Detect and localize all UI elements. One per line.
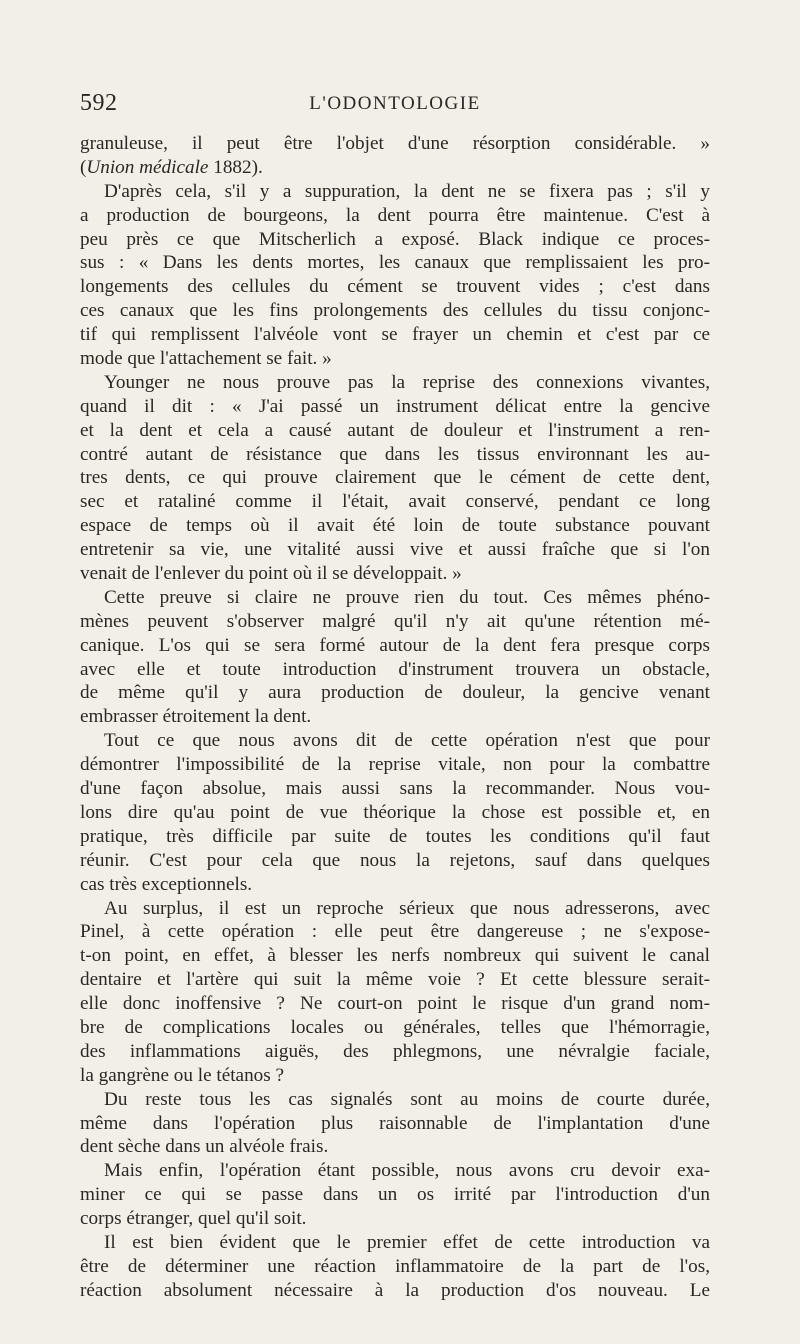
text-line: des inflammations aiguës, des phlegmons, une névralgie faciale, bbox=[80, 1040, 710, 1062]
text-line: tres dents, ce qui prouve clairement que le cément de cette dent, bbox=[80, 467, 710, 489]
text-line: mode que l'attachement se fait. » bbox=[80, 348, 332, 370]
text-line: démontrer l'impossibilité de la reprise vitale, non pour la combattre bbox=[80, 754, 710, 776]
text-line: longements des cellules du cément se trouvent vides ; c'est dans bbox=[80, 276, 710, 298]
body-text bbox=[80, 132, 710, 1303]
text-line: Pinel, à cette opération : elle peut être dangereuse ; ne s'expose- bbox=[80, 921, 710, 943]
paragraph bbox=[80, 371, 710, 586]
text-line: granuleuse, il peut être l'objet d'une résorption considérable. » bbox=[80, 133, 710, 154]
citation-line: (Union médicale 1882). bbox=[80, 156, 263, 178]
text-line: D'après cela, s'il y a suppuration, la dent ne se fixera pas ; s'il y bbox=[104, 180, 710, 202]
paragraph bbox=[80, 1088, 710, 1160]
citation-source: Union médicale bbox=[86, 156, 209, 178]
paragraph bbox=[80, 729, 710, 896]
text-line: de même qu'il y aura production de douleur, la gencive venant bbox=[80, 682, 710, 704]
text-line: canique. L'os qui se sera formé autour de la dent fera presque corps bbox=[80, 634, 710, 656]
text-line: Il est bien évident que le premier effet de cette introduction va bbox=[104, 1231, 710, 1253]
text-line: miner ce qui se passe dans un os irrité par l'introduction d'un bbox=[80, 1184, 710, 1206]
text-line: lons dire qu'au point de vue théorique la chose est possible et, en bbox=[80, 801, 710, 823]
text-line: quand il dit : « J'ai passé un instrument délicat entre la gencive bbox=[80, 395, 710, 417]
text-line: a production de bourgeons, la dent pourra être maintenue. C'est à bbox=[80, 204, 710, 226]
text-line: sec et rataliné comme il l'était, avait conservé, pendant ce long bbox=[80, 491, 710, 513]
text-line: Au surplus, il est un reproche sérieux que nous adresserons, avec bbox=[104, 897, 710, 919]
text-line: cas très exceptionnels. bbox=[80, 873, 253, 895]
text-line: ces canaux que les fins prolongements des cellules du tissu conjonc- bbox=[80, 300, 710, 322]
text-line: Tout ce que nous avons dit de cette opération n'est que pour bbox=[104, 730, 710, 752]
text-line: entretenir sa vie, une vitalité aussi vive et aussi fraîche que si l'on bbox=[80, 539, 710, 561]
text-line: espace de temps où il avait été loin de toute substance pouvant bbox=[80, 515, 710, 537]
text-line: pratique, très difficile par suite de toutes les conditions qu'il faut bbox=[80, 825, 710, 847]
page-header bbox=[80, 90, 710, 120]
text-line: t-on point, en effet, à blesser les nerfs nombreux qui suivent le canal bbox=[80, 945, 710, 967]
text-line: peu près ce que Mitscherlich a exposé. Black indique ce proces- bbox=[80, 228, 710, 250]
text-line: elle donc inoffensive ? Ne court-on point le risque d'un grand nom- bbox=[80, 993, 710, 1015]
text-line: bre de complications locales ou générales, telles que l'hémorragie, bbox=[80, 1016, 710, 1038]
text-line: Du reste tous les cas signalés sont au moins de courte durée, bbox=[104, 1088, 710, 1110]
paragraph bbox=[80, 132, 710, 180]
text-line: embrasser étroitement la dent. bbox=[80, 706, 312, 728]
text-line: corps étranger, quel qu'il soit. bbox=[80, 1208, 307, 1230]
text-line: d'une façon absolue, mais aussi sans la recommander. Nous vou- bbox=[80, 778, 710, 800]
text-line: réaction absolument nécessaire à la production d'os nouveau. Le bbox=[80, 1279, 710, 1301]
running-title: L'ODONTOLOGIE bbox=[309, 93, 481, 114]
page-number: 592 bbox=[80, 90, 118, 116]
text-line: et la dent et cela a causé autant de douleur et l'instrument a ren- bbox=[80, 419, 710, 441]
text-line: sus : « Dans les dents mortes, les canaux que remplissaient les pro- bbox=[80, 252, 710, 274]
text-line: être de déterminer une réaction inflammatoire de la part de l'os, bbox=[80, 1255, 710, 1277]
text-line: tif qui remplissent l'alvéole vont se frayer un chemin et c'est par ce bbox=[80, 324, 710, 346]
text-line: dent sèche dans un alvéole frais. bbox=[80, 1136, 329, 1158]
paragraph bbox=[80, 180, 710, 371]
text-line: réunir. C'est pour cela que nous la rejetons, sauf dans quelques bbox=[80, 849, 710, 871]
text-line: même dans l'opération plus raisonnable de l'implantation d'une bbox=[80, 1112, 710, 1134]
paragraph bbox=[80, 1159, 710, 1231]
text-line: la gangrène ou le tétanos ? bbox=[80, 1064, 285, 1086]
text-line: venait de l'enlever du point où il se développait. » bbox=[80, 563, 462, 585]
paragraph bbox=[80, 586, 710, 729]
text-line: Younger ne nous prouve pas la reprise des connexions vivantes, bbox=[104, 371, 710, 393]
citation-year: 1882). bbox=[208, 156, 263, 178]
paragraph bbox=[80, 897, 710, 1088]
text-line: Cette preuve si claire ne prouve rien du tout. Ces mêmes phéno- bbox=[104, 586, 710, 608]
text-line: Mais enfin, l'opération étant possible, nous avons cru devoir exa- bbox=[104, 1160, 710, 1182]
text-line: mènes peuvent s'observer malgré qu'il n'y ait qu'une rétention mé- bbox=[80, 610, 710, 632]
text-line: dentaire et l'artère qui suit la même voie ? Et cette blessure serait- bbox=[80, 969, 710, 991]
text-line: contré autant de résistance que dans les tissus environnant les au- bbox=[80, 443, 710, 465]
text-line: avec elle et toute introduction d'instrument trouvera un obstacle, bbox=[80, 658, 710, 680]
paragraph bbox=[80, 1231, 710, 1303]
